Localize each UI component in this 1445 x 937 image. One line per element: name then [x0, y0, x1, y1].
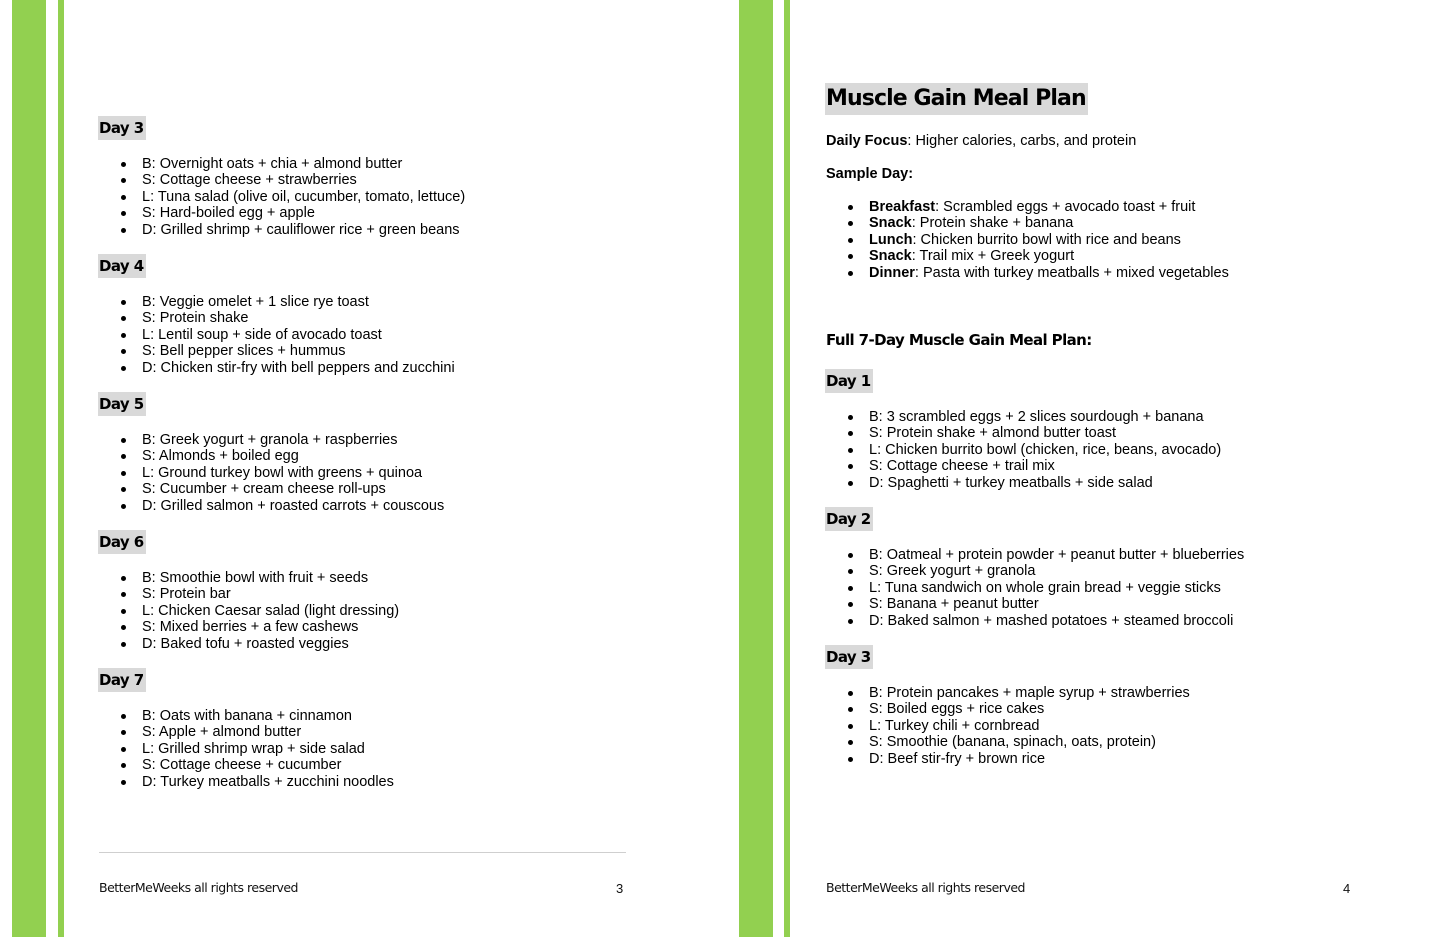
list-item — [826, 215, 1229, 231]
list-item: S: Banana + peanut butter — [826, 596, 1244, 612]
list-item: S: Hard-boiled egg + apple — [99, 205, 465, 221]
meal-list — [99, 294, 455, 376]
page-number: 3 — [616, 881, 624, 896]
list-item: D: Beef stir-fry + brown rice — [826, 751, 1190, 767]
page-title: Muscle Gain Meal Plan — [825, 83, 1088, 115]
footer-divider — [99, 852, 626, 853]
list-item: L: Chicken burrito bowl (chicken, rice, beans, avocado) — [826, 442, 1221, 458]
list-item: S: Protein shake + almond butter toast — [826, 425, 1221, 441]
list-item — [826, 265, 1229, 281]
list-item: D: Turkey meatballs + zucchini noodles — [99, 774, 394, 790]
sample-day-label: Sample Day: — [826, 166, 914, 182]
meal-list — [826, 685, 1190, 767]
day-heading: Day 3 — [98, 116, 146, 140]
list-item: S: Protein bar — [99, 586, 399, 602]
list-item: L: Grilled shrimp wrap + side salad — [99, 741, 394, 757]
list-item: D: Grilled shrimp + cauliflower rice + green beans — [99, 222, 465, 238]
green-stripe-thick — [12, 0, 46, 937]
list-item: L: Tuna salad (olive oil, cucumber, tomato, lettuce) — [99, 189, 465, 205]
day-heading: Day 2 — [825, 507, 873, 531]
list-item: S: Almonds + boiled egg — [99, 448, 444, 464]
daily-focus-label: Daily Focus — [826, 133, 908, 149]
meal-list — [99, 156, 465, 238]
list-item: S: Apple + almond butter — [99, 724, 394, 740]
list-item: D: Grilled salmon + roasted carrots + couscous — [99, 498, 444, 514]
day-heading: Day 7 — [98, 668, 146, 692]
list-item — [826, 248, 1229, 264]
footer-copyright: BetterMeWeeks all rights reserved — [826, 880, 1025, 895]
meal-list — [826, 547, 1244, 629]
meal-label: Lunch — [869, 231, 913, 248]
day-heading: Day 5 — [98, 392, 146, 416]
list-item: B: 3 scrambled eggs + 2 slices sourdough + banana — [826, 409, 1221, 425]
meal-text: : Trail mix + Greek yogurt — [911, 248, 1075, 265]
list-item — [826, 232, 1229, 248]
list-item: S: Boiled eggs + rice cakes — [826, 701, 1190, 717]
footer-copyright: BetterMeWeeks all rights reserved — [99, 880, 298, 895]
day-heading: Day 1 — [825, 369, 873, 393]
full-plan-heading: Full 7-Day Muscle Gain Meal Plan: — [826, 331, 1092, 349]
list-item: B: Greek yogurt + granola + raspberries — [99, 432, 444, 448]
meal-list — [99, 432, 444, 514]
page-number: 4 — [1343, 881, 1351, 896]
list-item: L: Tuna sandwich on whole grain bread + veggie sticks — [826, 580, 1244, 596]
list-item: B: Smoothie bowl with fruit + seeds — [99, 570, 399, 586]
meal-label: Breakfast — [869, 199, 936, 215]
list-item: B: Oatmeal + protein powder + peanut butter + blueberries — [826, 547, 1244, 563]
list-item: B: Protein pancakes + maple syrup + strawberries — [826, 685, 1190, 701]
green-stripe-thick — [739, 0, 773, 937]
day-heading: Day 4 — [98, 254, 146, 278]
meal-text: : Protein shake + banana — [911, 215, 1074, 232]
list-item: D: Chicken stir-fry with bell peppers and zucchini — [99, 360, 455, 376]
meal-text: : Scrambled eggs + avocado toast + fruit — [935, 199, 1196, 215]
list-item: B: Oats with banana + cinnamon — [99, 708, 394, 724]
list-item: S: Cottage cheese + cucumber — [99, 757, 394, 773]
daily-focus-text: : Higher calories, carbs, and protein — [907, 133, 1137, 149]
sample-day-list — [826, 199, 1229, 281]
document-page-4 — [727, 0, 1445, 937]
meal-list — [99, 570, 399, 652]
list-item: L: Turkey chili + cornbread — [826, 718, 1190, 734]
green-stripe-thin — [784, 0, 790, 937]
list-item: S: Mixed berries + a few cashews — [99, 619, 399, 635]
list-item: L: Ground turkey bowl with greens + quinoa — [99, 465, 444, 481]
list-item: L: Lentil soup + side of avocado toast — [99, 327, 455, 343]
list-item: S: Greek yogurt + granola — [826, 563, 1244, 579]
meal-text: : Pasta with turkey meatballs + mixed vegetables — [914, 264, 1229, 281]
list-item: S: Protein shake — [99, 310, 455, 326]
list-item: D: Baked tofu + roasted veggies — [99, 636, 399, 652]
day-heading: Day 6 — [98, 530, 146, 554]
list-item: D: Baked salmon + mashed potatoes + steamed broccoli — [826, 613, 1244, 629]
meal-label: Snack — [869, 215, 912, 232]
meal-label: Dinner — [869, 264, 915, 281]
list-item: S: Smoothie (banana, spinach, oats, protein) — [826, 734, 1190, 750]
list-item: S: Bell pepper slices + hummus — [99, 343, 455, 359]
daily-focus — [826, 133, 1136, 149]
day-heading: Day 3 — [825, 645, 873, 669]
green-stripe-thin — [58, 0, 64, 937]
list-item: S: Cottage cheese + trail mix — [826, 458, 1221, 474]
list-item: D: Spaghetti + turkey meatballs + side salad — [826, 475, 1221, 491]
meal-label: Snack — [869, 248, 912, 265]
meal-list — [826, 409, 1221, 491]
list-item: B: Veggie omelet + 1 slice rye toast — [99, 294, 455, 310]
list-item: B: Overnight oats + chia + almond butter — [99, 156, 465, 172]
meal-list — [99, 708, 394, 790]
list-item: L: Chicken Caesar salad (light dressing) — [99, 603, 399, 619]
list-item: S: Cucumber + cream cheese roll-ups — [99, 481, 444, 497]
meal-text: : Chicken burrito bowl with rice and beans — [912, 231, 1181, 248]
list-item — [826, 199, 1229, 215]
list-item: S: Cottage cheese + strawberries — [99, 172, 465, 188]
